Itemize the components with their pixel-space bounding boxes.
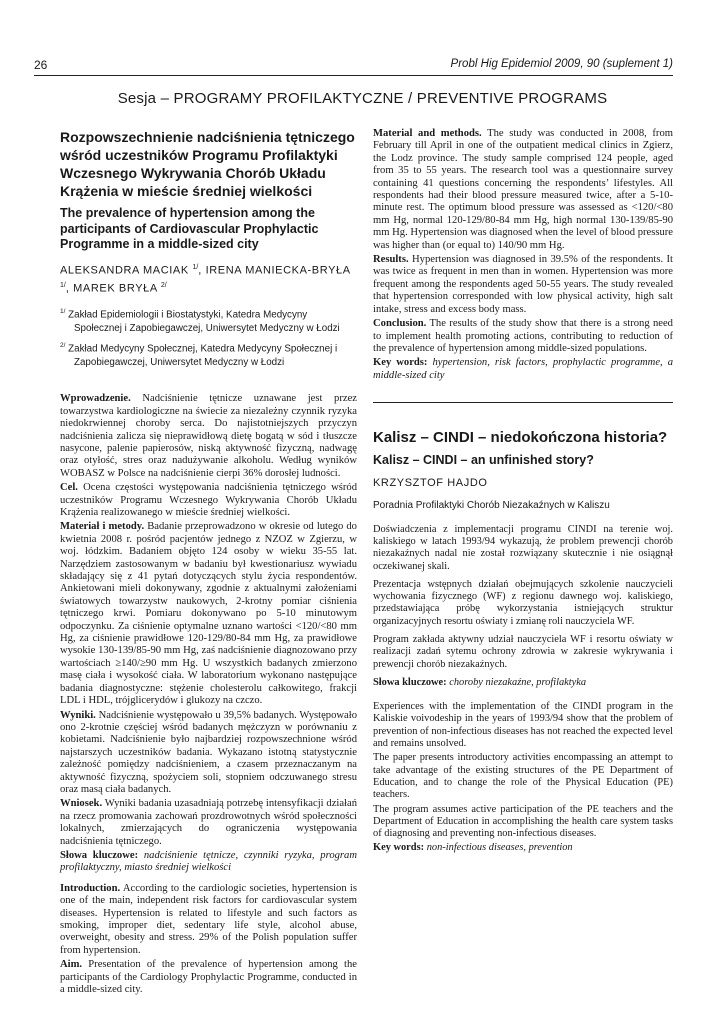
article1-title-pl: Rozpowszechnienie nadciśnienia tętniczego wśród uczestników Programu Profilaktyki Wczesnego Wykrywania Chorób Układu Krążenia w mieście średniej wielkości bbox=[60, 129, 355, 199]
abstract-pl-conclusion bbox=[60, 798, 357, 848]
section-label: Wyniki. bbox=[60, 709, 96, 721]
abstract-en-aim bbox=[60, 959, 357, 996]
section-text: According to the cardiologic societies, hypertension is one of the main, independent risk factors for cardiovascular system diseases. Hypertension is related to lifestyle and such factors as smoking, improper diet, sedentary life style, alcohol abuse, overweight, obesity and stress. 29% of the Polish population suffer from hypertension. bbox=[60, 882, 357, 956]
article2-en-paragraph: The program assumes active participation of the PE teachers and the Department of Education in accomplishing the health care system tasks of diagnosing and preventing non-infectious diseases. bbox=[373, 803, 673, 840]
keywords-text: choroby niezakaźne, profilaktyka bbox=[449, 676, 587, 688]
journal-citation: Probl Hig Epidemiol 2009, 90 (suplement 1) bbox=[450, 58, 673, 70]
affil-text: Zakład Medycyny Społecznej, Katedra Medycyny Społecznej i Zapobiegawczej, Uniwersytet Medyczny w Łodzi bbox=[68, 343, 338, 368]
article2-affiliation: Poradnia Profilaktyki Chorób Niezakaźnych w Kaliszu bbox=[373, 499, 610, 511]
author-name: ALEKSANDRA MACIAK bbox=[60, 264, 189, 277]
article2-author: KRZYSZTOF HAJDO bbox=[373, 476, 488, 489]
section-text: Hypertension was diagnosed in 39.5% of the respondents. It was twice as frequent in men than in women. Hypertension was more frequent among the respondents aged 50-55 years. The study revealed that hypertension corresponded with low physical activity, high salt intake, stress and excess body mass. bbox=[373, 254, 673, 315]
affil-number: 1/ bbox=[60, 307, 66, 315]
article2-pl-keywords bbox=[373, 677, 673, 689]
abstract-en-results bbox=[373, 254, 673, 316]
section-text: Wyniki badania uzasadniają potrzebę intensyfikacji działań na rzecz promowania zachowań prozdrowotnych wśród społeczności lokalnych, zmierzających do ograniczenia występowania nadciśnienia tętniczego. bbox=[60, 798, 357, 847]
article2-pl-paragraph: Prezentacja wstępnych działań obejmujących szkolenie nauczycieli wychowania fizycznego (WF) z regionu dawnego woj. kaliskiego, przedstawiająca próbę wykorzystania istniejących struktur organizacyjnych resortu oświaty i zmianę roli nauczyciela WF. bbox=[373, 578, 673, 627]
section-label: Cel. bbox=[60, 482, 78, 494]
affil-text: Zakład Epidemiologii i Biostatystyki, Katedra Medycyny Społecznej i Zapobiegawczej, Uniwersytet Medyczny w Łodzi bbox=[68, 309, 340, 334]
abstract-pl-results bbox=[60, 710, 357, 797]
keywords-text: nadciśnienie tętnicze, czynniki ryzyka, program profilaktyczny, miasto średniej wielkości bbox=[60, 849, 357, 874]
keywords-text: non-infectious diseases, prevention bbox=[426, 842, 573, 854]
article2-pl-paragraph: Program zakłada aktywny udział nauczyciela WF i resortu oświaty w realizacji zadań sytemu ochrony zdrowia w zakresie wykrywania i prewencji chorób niezakaźnych. bbox=[373, 634, 673, 670]
article2-title-pl: Kalisz – CINDI – niedokończona historia? bbox=[373, 429, 668, 447]
section-label: Materiał i metody. bbox=[60, 521, 145, 533]
section-label: Key words: bbox=[373, 357, 428, 369]
section-label: Wniosek. bbox=[60, 798, 103, 810]
article2-en-keywords bbox=[373, 842, 673, 854]
article-separator bbox=[373, 402, 673, 403]
author-name: MAREK BRYŁA bbox=[73, 282, 158, 295]
abstract-en-intro bbox=[60, 883, 357, 957]
affiliation bbox=[60, 339, 357, 369]
affil-number: 2/ bbox=[60, 342, 66, 350]
section-label: Introduction. bbox=[60, 882, 121, 894]
abstract-pl-keywords bbox=[60, 850, 357, 875]
section-text: The study was conducted in 2008, from February till April in one of the outpatient medical clinics in Zgierz, the Lodz province. The study sample comprised 124 people, aged from 35 to 55 years. The research tool was a questionnaire survey containing 41 questions concerning the respondents’ lifestyles. All respondents had their blood pressure measured twice, after a 5-10-minute rest. The optimum blood pressure was assessed as <120/<80 mm Hg, normal 120-129/80-84 mm Hg, high normal 130-139/85-90 mm Hg. Hypertension was diagnosed when the level of blood pressure was higher than (or equal to) 140/90 mm Hg. bbox=[373, 128, 673, 251]
section-label: Aim. bbox=[60, 959, 83, 971]
section-text: Badanie przeprowadzono w okresie od lutego do kwietnia 2008 r. pośród pacjentów jednego z NZOZ w Zgierzu, w woj. łódzkim. Badaniem objęto 124 osoby w wieku 35-55 lat. Narzędziem zastosowanym w badaniu był kwestionariusz wywiadu składający się z 41 pytań dotyczących stylu życia respondentów. Ankietowani mieli dokonywany, zgodnie z aktualnymi założeniami światowych towarzystw naukowych, 2-krotny pomiar ciśnienia tętniczego krwi. Pomiaru dokonywano po 5-10 minutowym odpoczynku. Za ciśnienie optymalne uznano wartości <120/<80 mm Hg, za ciśnienie prawidłowe 120-129/80-84 mm Hg, za prawidłowe wysokie 130-139/85-90 mm Hg, zaś nadciśnienie diagnozowano przy wartościach ≥140/≥90 mm Hg. U wszystkich badanych zmierzono masę ciała i wysokość ciała. W laboratorium wykonano następujące badania diagnostyczne: stężenie cholesterolu całkowitego, frakcji LDL i HDL, trójglicerydów i glukozy na czczo. bbox=[60, 521, 357, 707]
session-title: PROGRAMY PROFILAKTYCZNE / PREVENTIVE PROGRAMS bbox=[173, 90, 608, 107]
section-text: Ocena częstości występowania nadciśnienia tętniczego wśród uczestników Programu Wczesnego Wykrywania Chorób Układu Krążenia realizowanego w mieście średniej wielkości. bbox=[60, 482, 357, 518]
section-text: The results of the study show that there is a strong need to implement health promoting actions, contributing to reduction of the prevalence of hypertension among middle-sized populations. bbox=[373, 318, 673, 354]
article1-title-en: The prevalence of hypertension among the participants of Cardiovascular Prophylactic Programme in a middle-sized city bbox=[60, 206, 319, 251]
section-label: Wprowadzenie. bbox=[60, 393, 131, 405]
header-rule bbox=[34, 75, 673, 76]
section-text: Nadciśnienie występowało u 39,5% badanych. Występowało ono 2-krotnie częściej wśród badanych mężczyzn w porównaniu z kobietami. Nadciśnienie było najbardziej rozpowszechnione wśród najstarszych uczestników badania. Wykazano istotną statystycznie zależność pomiędzy nadciśnieniem, a czasem przeznaczanym na aktywność fizyczną, spożyciem soli, stopniem odczuwanego stresu oraz masą ciała badanych. bbox=[60, 709, 357, 795]
section-label: Results. bbox=[373, 254, 409, 266]
abstract-pl-methods bbox=[60, 521, 357, 707]
author-affil-ref: 1/ bbox=[60, 282, 66, 290]
section-label: Słowa kluczowe: bbox=[373, 676, 447, 688]
section-label: Conclusion. bbox=[373, 318, 427, 330]
page-number: 26 bbox=[34, 58, 48, 72]
article2-en-paragraph: Experiences with the implementation of the CINDI program in the Kaliskie voivodeship in the years of 1993/94 show that the problem of prevention of non-infectious diseases has not reached the expected level and remains unsolved. bbox=[373, 701, 673, 750]
abstract-pl-aim bbox=[60, 482, 357, 519]
author-name: IRENA MANIECKA-BRYŁA bbox=[205, 264, 351, 277]
session-prefix: Sesja – bbox=[117, 90, 174, 107]
abstract-pl-intro bbox=[60, 393, 357, 480]
article1-authors: ALEKSANDRA MACIAK $^{1/}$, IRENA MANIECKA-BRYŁA $^{1/}$, MAREK BRYŁA $^{2/}$ bbox=[60, 263, 351, 295]
article2-pl-paragraph: Doświadczenia z implementacji programu CINDI na terenie woj. kaliskiego w latach 1993/94 wykazują, że problem prewencji chorób niezakaźnych nadal nie został rozwiązany skutecznie i nie osiągnął oczekiwanej skali. bbox=[373, 523, 673, 572]
abstract-en-keywords bbox=[373, 357, 673, 382]
article2-en-paragraph: The paper presents introductory activities encompassing an attempt to take advantage of the existing structures of the PE Department of Education, and to change the role of the Physical Education (PE) teachers. bbox=[373, 752, 673, 801]
keywords-text: hypertension, risk factors, prophylactic programme, a middle-sized city bbox=[373, 357, 673, 381]
section-text: Nadciśnienie tętnicze uznawane jest przez towarzystwa kardiologiczne na świecie za niezależny czynnik ryzyka niedokrwiennej choroby serca. Do najistotniejszych przyczyn nadciśnienia zalicza się nieprawidłową dietę bogatą w sód i tłuszcze nasycone, palenie papierosów, niską aktywność fizyczną, nadwagę oraz otyłość, stres oraz nadużywanie alkoholu. Według wyników WOBASZ w Polsce na nadciśnienie cierpi 36% dorosłej ludności. bbox=[60, 393, 357, 479]
abstract-en-methods bbox=[373, 128, 673, 252]
left-column bbox=[60, 128, 357, 998]
session-heading bbox=[0, 90, 725, 107]
right-column bbox=[373, 128, 673, 861]
author-affil-ref: 1/ bbox=[192, 263, 199, 271]
abstract-en-conclusion bbox=[373, 318, 673, 355]
section-label: Słowa kluczowe: bbox=[60, 849, 139, 861]
author-affil-ref: 2/ bbox=[160, 282, 167, 290]
section-label: Material and methods. bbox=[373, 128, 482, 139]
section-text: Presentation of the prevalence of hypertension among the participants of the Cardiology Prophylactic Programme, conducted in a middle-sized city. bbox=[60, 959, 357, 996]
affiliation bbox=[60, 305, 357, 335]
article2-title-en: Kalisz – CINDI – an unfinished story? bbox=[373, 453, 594, 468]
section-label: Key words: bbox=[373, 842, 425, 854]
